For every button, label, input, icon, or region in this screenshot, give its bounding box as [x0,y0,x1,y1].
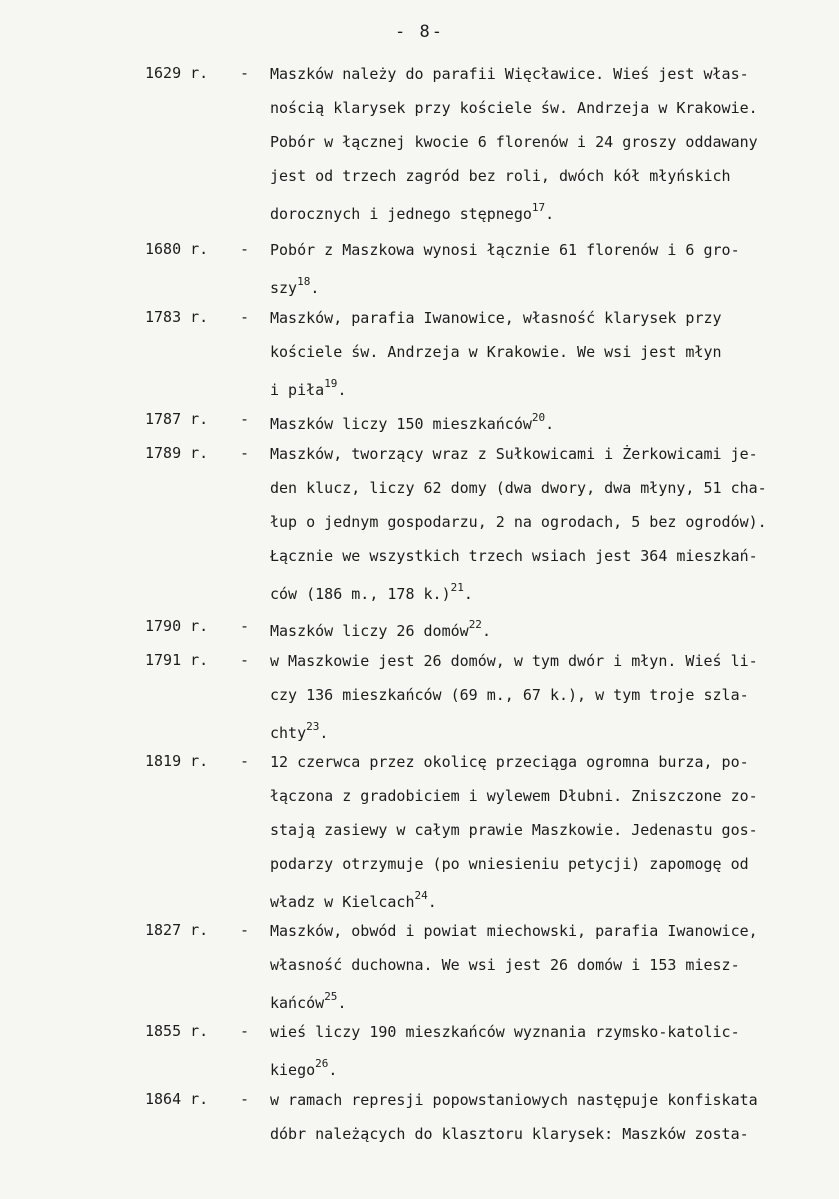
entry-text [270,1090,830,1158]
footnote-ref: 18 [297,275,311,288]
line-text: kiego [270,1061,316,1079]
entry-dash: - [240,1090,250,1108]
line-text: podarzy otrzymuje (po wniesieniu petycji) zapomogę od [270,855,749,873]
entry-line [270,274,830,308]
page-number: - 8- [395,22,444,42]
entry-line [270,200,830,234]
entry-line [270,989,830,1023]
entry-dash: - [240,410,250,428]
line-text: nością klarysek przy kościele św. Andrzeja w Krakowie. [270,99,758,117]
entry-line [270,820,830,854]
line-punctuation: . [545,205,555,223]
entry-text [270,921,830,1023]
entry-year: 1827 r. [145,921,209,939]
line-text: chty [270,724,307,742]
entry-text [270,752,830,922]
entry-line [270,617,830,651]
line-text: Maszków, obwód i powiat miechowski, parafia Iwanowice, [270,922,758,940]
entry-year: 1789 r. [145,444,209,462]
line-punctuation: . [545,415,555,433]
entry-line [270,132,830,166]
entry-dash: - [240,921,250,939]
entry-line [270,1124,830,1158]
line-punctuation: . [310,279,320,297]
line-text: Maszków, tworzący wraz z Sułkowicami i Żerkowicami je- [270,445,758,463]
entry-line [270,98,830,132]
entry-line [270,580,830,614]
entry-line [270,854,830,888]
footnote-ref: 23 [306,720,320,733]
line-text: własność duchowna. We wsi jest 26 domów i 153 miesz- [270,956,740,974]
entry-year: 1864 r. [145,1090,209,1108]
entry-year: 1680 r. [145,240,209,258]
entry-dash: - [240,308,250,326]
line-text: dorocznych i jednego stępnego [270,205,532,223]
entry-year: 1790 r. [145,617,209,635]
line-punctuation: . [337,381,347,399]
entry-line [270,955,830,989]
entry-line [270,512,830,546]
entry-year: 1783 r. [145,308,209,326]
line-text: dóbr należących do klasztoru klarysek: Maszków zosta- [270,1125,749,1143]
entry-line [270,1022,830,1056]
footnote-ref: 21 [450,581,464,594]
entry-line [270,546,830,580]
line-punctuation: . [481,622,491,640]
entry-dash: - [240,1022,250,1040]
entry-year: 1629 r. [145,64,209,82]
line-text: Pobór w łącznej kwocie 6 florenów i 24 groszy oddawany [270,133,758,151]
entry-line [270,444,830,478]
entry-line [270,240,830,274]
line-text: Maszków, parafia Iwanowice, własność klarysek przy [270,309,722,327]
line-punctuation: . [319,724,329,742]
entry-line [270,342,830,376]
entry-line [270,921,830,955]
entry-line [270,376,830,410]
entry-text [270,1022,830,1090]
line-text: kościele św. Andrzeja w Krakowie. We wsi jest młyn [270,343,722,361]
line-text: czy 136 mieszkańców (69 m., 67 k.), w tym troje szla- [270,686,749,704]
entry-year: 1855 r. [145,1022,209,1040]
footnote-ref: 22 [468,618,482,631]
entry-year: 1819 r. [145,752,209,770]
line-text: Pobór z Maszkowa wynosi łącznie 61 florenów i 6 gro- [270,241,740,259]
footnote-ref: 20 [531,411,546,424]
line-text: w ramach represji popowstaniowych następuje konfiskata [270,1091,758,1109]
entry-line [270,685,830,719]
entry-dash: - [240,444,250,462]
entry-line [270,1090,830,1124]
entry-line [270,64,830,98]
entry-year: 1787 r. [145,410,209,428]
footnote-ref: 25 [324,990,338,1003]
entry-text [270,444,830,614]
line-text: łączona z gradobiciem i wylewem Dłubni. Zniszczone zo- [270,787,758,805]
entry-text [270,617,830,651]
entry-line [270,166,830,200]
line-text: kańców [270,994,325,1012]
line-text: Maszków liczy 150 mieszkańców [270,415,532,433]
entry-year: 1791 r. [145,651,209,669]
entry-dash: - [240,240,250,258]
line-text: wieś liczy 190 mieszkańców wyznania rzymsko-katolic- [270,1023,740,1041]
entry-text [270,410,830,444]
entry-line [270,651,830,685]
footnote-ref: 26 [315,1057,329,1070]
entry-line [270,478,830,512]
footnote-ref: 17 [531,201,546,214]
line-text: Maszków liczy 26 domów [270,622,469,640]
line-text: w Maszkowie jest 26 domów, w tym dwór i młyn. Wieś li- [270,652,758,670]
line-text: władz w Kielcach [270,893,415,911]
entry-line [270,786,830,820]
line-text: Łącznie we wszystkich trzech wsiach jest 364 mieszkań- [270,547,758,565]
line-text: stają zasiewy w całym prawie Maszkowie. Jedenastu gos- [270,821,758,839]
entry-line [270,1056,830,1090]
line-text: ców (186 m., 178 k.) [270,585,451,603]
line-text: łup o jednym gospodarzu, 2 na ogrodach, 5 bez ogrodów). [270,513,767,531]
footnote-ref: 24 [414,889,428,902]
line-punctuation: . [463,585,473,603]
entry-dash: - [240,64,250,82]
line-text: Maszków należy do parafii Więcławice. Wieś jest włas- [270,65,749,83]
line-text: szy [270,279,298,297]
line-punctuation: . [328,1061,338,1079]
entry-dash: - [240,651,250,669]
entry-line [270,308,830,342]
entry-line [270,888,830,922]
entry-dash: - [240,752,250,770]
entry-text [270,240,830,308]
entry-line [270,719,830,753]
entry-dash: - [240,617,250,635]
entry-line [270,752,830,786]
entry-text [270,651,830,753]
line-text: i piła [270,381,325,399]
entry-text [270,308,830,410]
entry-text [270,64,830,234]
line-punctuation: . [427,893,437,911]
footnote-ref: 19 [324,377,338,390]
entry-line [270,410,830,444]
line-punctuation: . [337,994,347,1012]
line-text: jest od trzech zagród bez roli, dwóch kół młyńskich [270,167,731,185]
line-text: den klucz, liczy 62 domy (dwa dwory, dwa młyny, 51 cha- [270,479,767,497]
line-text: 12 czerwca przez okolicę przeciąga ogromna burza, po- [270,753,749,771]
